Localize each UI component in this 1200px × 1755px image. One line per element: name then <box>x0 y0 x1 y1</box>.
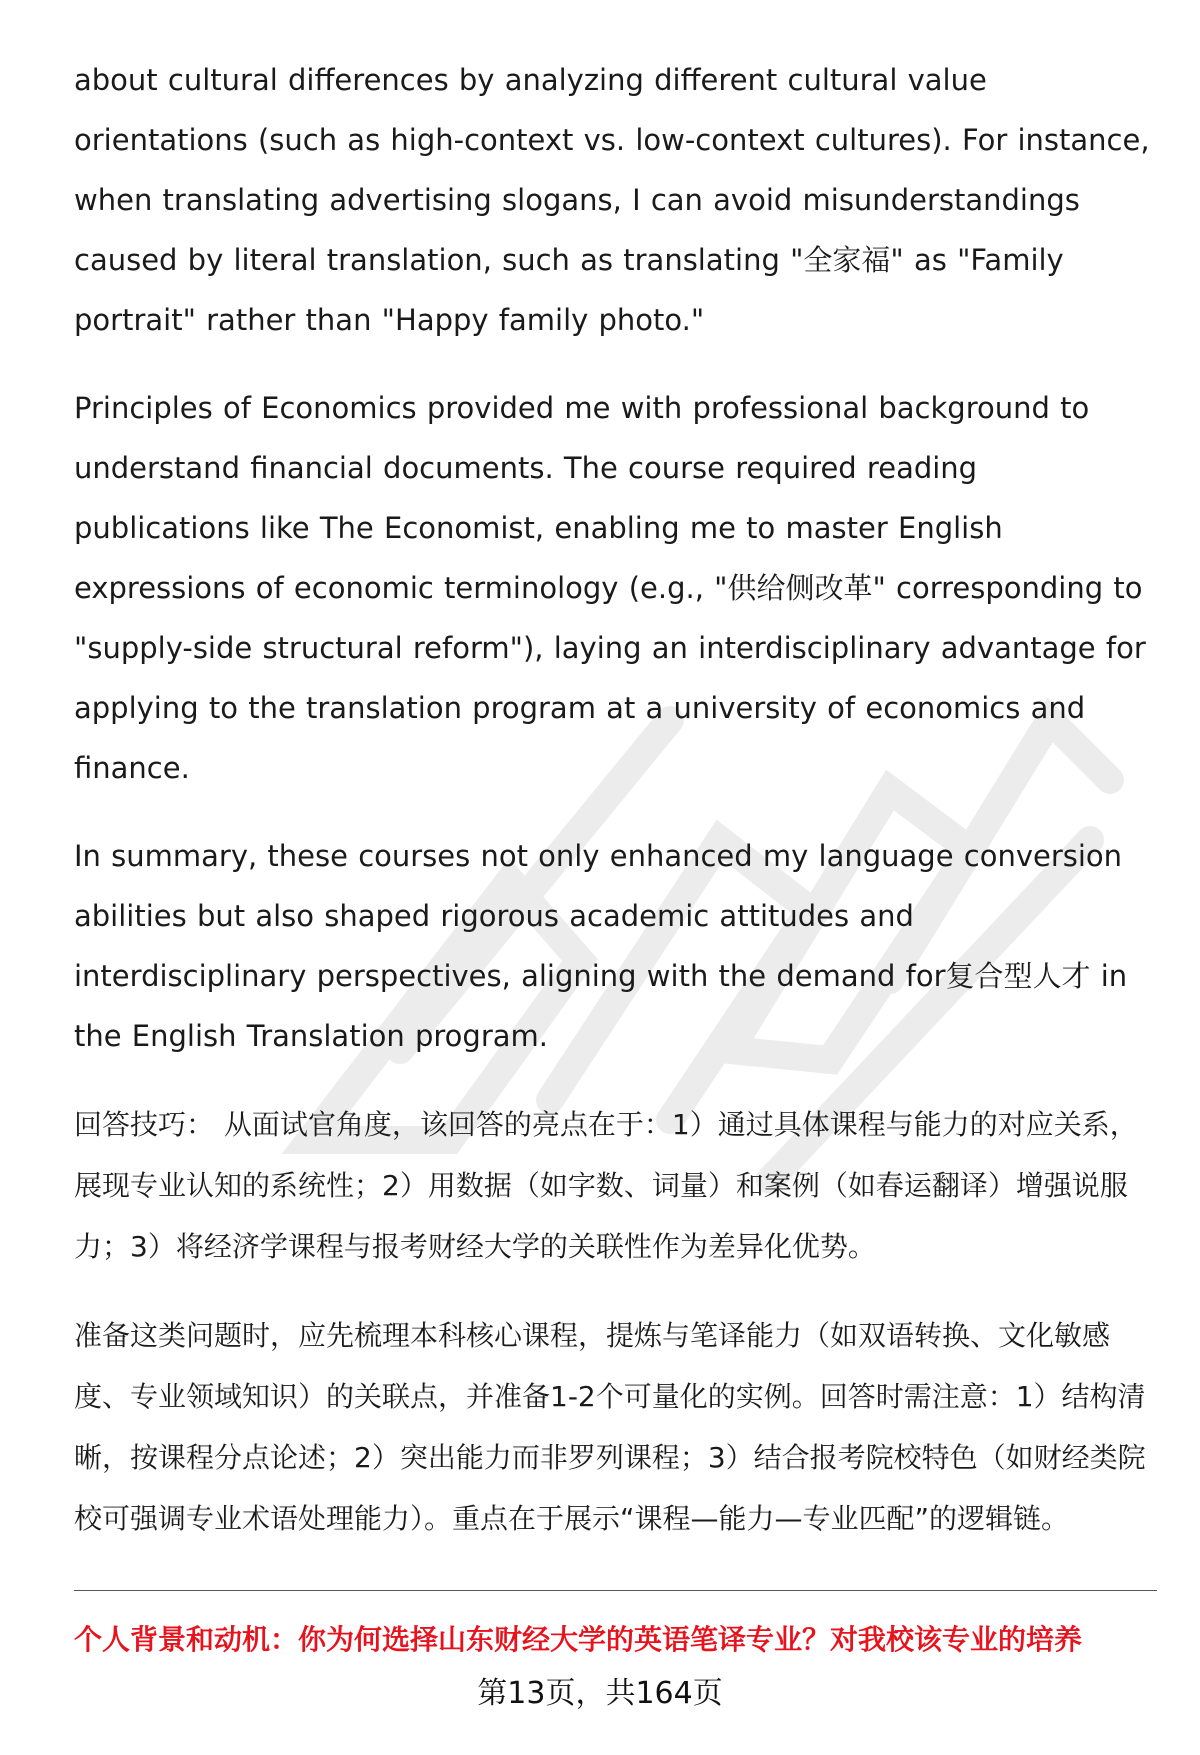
next-question-heading: 个人背景和动机：你为何选择山东财经大学的英语笔译专业？对我校该专业的培养 <box>74 1623 1083 1656</box>
paragraph-answer-tips: 回答技巧： 从面试官角度，该回答的亮点在于：1）通过具体课程与能力的对应关系，展现专业认知的系统性；2）用数据（如字数、词量）和案例（如春运翻译）增强说服力；3）将经济学课程与报考财经大学的关联性作为差异化优势。 <box>74 1108 1138 1263</box>
paragraph-cultural-differences: about cultural differences by analyzing different cultural value orientations (such as high-context vs. low-context cultures). For instance, when translating advertising slogans, I can avoid misunderstandings caused by literal translation, such as translating "全家福" as "Family portrait" rather than "Happy family photo." <box>74 63 1150 337</box>
section-divider <box>74 1590 1157 1591</box>
document-body <box>74 50 1154 1577</box>
paragraph-preparation-advice: 准备这类问题时，应先梳理本科核心课程，提炼与笔译能力（如双语转换、文化敏感度、专业领域知识）的关联点，并准备1-2个可量化的实例。回答时需注意：1）结构清晰，按课程分点论述；2）突出能力而非罗列课程；3）结合报考院校特色（如财经类院校可强调专业术语处理能力）。重点在于展示“课程—能力—专业匹配”的逻辑链。 <box>74 1319 1146 1535</box>
page-number: 第13页，共164页 <box>477 1676 723 1711</box>
paragraph-summary: In summary, these courses not only enhanced my language conversion abilities but also shaped rigorous academic attitudes and interdisciplinary perspectives, aligning with the demand for复合型人才 in the English Translation program. <box>74 839 1128 1053</box>
paragraph-economics: Principles of Economics provided me with professional background to understand financial documents. The course required reading publications like The Economist, enabling me to master English expressions of economic terminology (e.g., "供给侧改革" corresponding to "supply-side structural reform"), laying an interdisciplinary advantage for applying to the translation program at a university of economics and finance. <box>74 391 1146 785</box>
